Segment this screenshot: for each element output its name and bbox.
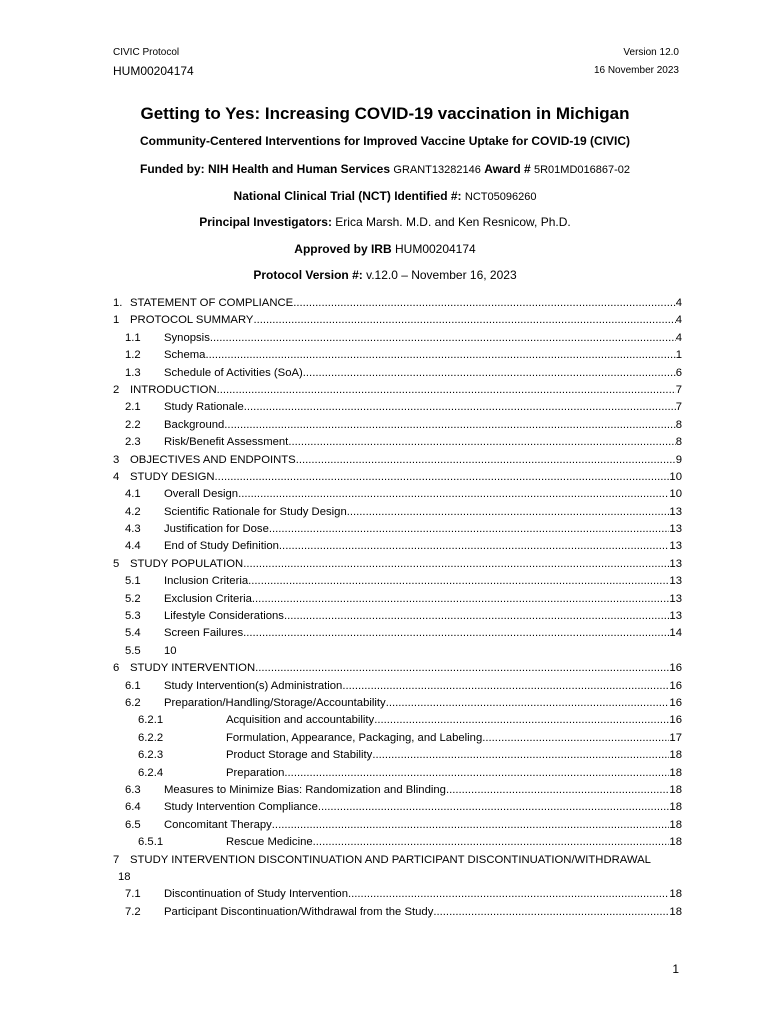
funding-label: Funded by: NIH Health and Human Services bbox=[139, 162, 391, 176]
toc-entry-number: 5 bbox=[113, 557, 120, 570]
toc-entry-title: Measures to Minimize Bias: Randomization and Blinding bbox=[164, 783, 446, 796]
irb-value: HUM00204174 bbox=[394, 242, 476, 256]
toc-entry-number: 4.3 bbox=[125, 523, 141, 536]
toc-entry-page: 16 bbox=[669, 696, 682, 709]
toc-entry[interactable] bbox=[113, 521, 682, 538]
toc-dot-leader bbox=[446, 782, 669, 799]
toc-dot-leader bbox=[372, 747, 669, 764]
toc-entry-number: 2.2 bbox=[125, 418, 141, 431]
toc-entry-number: 6.2.4 bbox=[138, 766, 164, 779]
toc-entry[interactable] bbox=[113, 486, 682, 503]
toc-entry-title: Background bbox=[164, 418, 225, 431]
toc-entry[interactable] bbox=[113, 660, 682, 677]
toc-entry-number: 1.3 bbox=[125, 366, 141, 379]
toc-entry-page: 7 bbox=[675, 401, 682, 414]
toc-dot-leader bbox=[284, 608, 669, 625]
document-subtitle: Community-Centered Interventions for Improved Vaccine Uptake for COVID-19 (CIVIC) bbox=[139, 134, 631, 148]
toc-entry-page: 13 bbox=[669, 523, 682, 536]
toc-entry[interactable] bbox=[113, 434, 682, 451]
toc-entry[interactable] bbox=[113, 608, 682, 625]
toc-entry-page: 18 bbox=[669, 801, 682, 814]
toc-entry[interactable] bbox=[113, 625, 682, 642]
toc-entry-page: 18 bbox=[669, 818, 682, 831]
toc-entry-title: Schedule of Activities (SoA) bbox=[164, 366, 303, 379]
toc-entry[interactable] bbox=[113, 904, 682, 921]
toc-entry-title: Concomitant Therapy bbox=[164, 818, 272, 831]
toc-entry-number: 4.4 bbox=[125, 540, 141, 553]
toc-entry-number: 4 bbox=[113, 470, 120, 483]
toc-entry-number: 6.5.1 bbox=[138, 836, 164, 849]
toc-entry[interactable] bbox=[113, 538, 682, 555]
toc-entry-title: Formulation, Appearance, Packaging, and Labeling bbox=[226, 731, 483, 744]
toc-entry-title: Preparation bbox=[226, 766, 285, 779]
toc-entry[interactable] bbox=[113, 765, 682, 782]
pi-line bbox=[0, 215, 770, 229]
toc-entry-page: 13 bbox=[669, 505, 682, 518]
header-date: 16 November 2023 bbox=[593, 65, 679, 76]
toc-entry-title: Study Rationale bbox=[164, 401, 244, 414]
toc-entry-title: Preparation/Handling/Storage/Accountability bbox=[164, 696, 386, 709]
header-hum-id: HUM00204174 bbox=[113, 64, 194, 78]
toc-entry-title: Lifestyle Considerations bbox=[164, 610, 284, 623]
toc-dot-leader bbox=[303, 365, 676, 382]
toc-entry-page: 18 bbox=[118, 870, 131, 883]
toc-entry-number: 6.2.2 bbox=[138, 731, 164, 744]
toc-entry[interactable] bbox=[113, 417, 682, 434]
running-header-left bbox=[113, 46, 194, 80]
toc-entry-page: 16 bbox=[669, 662, 682, 675]
toc-entry-number: 2.1 bbox=[125, 401, 141, 414]
nct-value: NCT05096260 bbox=[464, 191, 537, 203]
toc-entry-title: Discontinuation of Study Intervention bbox=[164, 888, 348, 901]
toc-entry-number: 3 bbox=[113, 453, 120, 466]
toc-entry[interactable] bbox=[113, 799, 682, 816]
toc-entry-number: 6 bbox=[113, 662, 120, 675]
toc-entry-page: 18 bbox=[669, 888, 682, 901]
protocol-version-line bbox=[0, 268, 770, 282]
toc-entry[interactable] bbox=[113, 399, 682, 416]
toc-dot-leader bbox=[224, 417, 675, 434]
toc-dot-leader bbox=[215, 469, 670, 486]
toc-entry-title: Participant Discontinuation/Withdrawal from the Study bbox=[164, 905, 434, 918]
toc-dot-leader bbox=[348, 886, 669, 903]
toc-entry[interactable] bbox=[113, 469, 682, 486]
toc-entry-title: STATEMENT OF COMPLIANCE bbox=[130, 297, 294, 309]
toc-entry-title: Study Intervention(s) Administration bbox=[164, 679, 343, 692]
toc-entry[interactable] bbox=[113, 452, 682, 469]
toc-dot-leader bbox=[318, 799, 670, 816]
toc-entry[interactable] bbox=[113, 695, 682, 712]
toc-entry-title: Product Storage and Stability bbox=[226, 749, 373, 762]
toc-entry-title: Justification for Dose bbox=[164, 523, 269, 536]
toc-dot-leader bbox=[255, 660, 669, 677]
toc-dot-leader bbox=[210, 330, 676, 347]
toc-entry-title: INTRODUCTION bbox=[130, 383, 217, 396]
toc-entry[interactable] bbox=[113, 330, 682, 347]
toc-entry-page: 4 bbox=[675, 297, 682, 309]
toc-entry-title: STUDY INTERVENTION DISCONTINUATION AND PARTICIPANT DISCONTINUATION/WITHDRAWAL bbox=[130, 853, 651, 866]
toc-dot-leader bbox=[347, 504, 670, 521]
toc-entry-title: PROTOCOL SUMMARY bbox=[130, 314, 254, 327]
protocol-version-value: v.12.0 – November 16, 2023 bbox=[366, 268, 517, 282]
toc-dot-leader bbox=[293, 295, 676, 312]
award-label: Award # bbox=[484, 162, 531, 176]
nct-label: National Clinical Trial (NCT) Identified #: bbox=[233, 189, 462, 203]
toc-entry-title: STUDY POPULATION bbox=[130, 557, 244, 570]
toc-dot-leader bbox=[374, 712, 669, 729]
toc-entry-title: Risk/Benefit Assessment bbox=[164, 436, 289, 449]
toc-dot-leader bbox=[217, 382, 676, 399]
toc-entry[interactable] bbox=[113, 504, 682, 521]
pi-names: Erica Marsh. M.D. and Ken Resnicow, Ph.D. bbox=[335, 215, 571, 229]
nct-line bbox=[0, 189, 770, 203]
toc-entry-page: 10 bbox=[669, 488, 682, 501]
toc-entry-title: STUDY DESIGN bbox=[130, 470, 215, 483]
toc-entry-number: 6.5 bbox=[125, 818, 141, 831]
header-version: Version 12.0 bbox=[623, 47, 679, 58]
toc-entry-number: 1 bbox=[113, 314, 120, 327]
running-header-right bbox=[594, 46, 679, 79]
toc-entry-number: 6.2 bbox=[125, 696, 141, 709]
grant-number: GRANT13282146 bbox=[393, 164, 481, 176]
toc-entry-number: 7 bbox=[113, 853, 120, 866]
toc-entry-title: Study Intervention Compliance bbox=[164, 801, 318, 814]
toc-entry-page: 16 bbox=[669, 714, 682, 727]
toc-entry-page: 14 bbox=[669, 627, 682, 640]
toc-entry[interactable] bbox=[113, 556, 682, 573]
toc-entry-number: 1. bbox=[113, 297, 123, 309]
toc-dot-leader bbox=[248, 573, 669, 590]
toc-entry-number: 6.3 bbox=[125, 783, 141, 796]
toc-entry-title: Rescue Medicine bbox=[226, 836, 313, 849]
toc-entry[interactable] bbox=[113, 852, 682, 887]
toc-entry-page: 16 bbox=[669, 679, 682, 692]
toc-dot-leader bbox=[296, 452, 676, 469]
toc-entry-page: 13 bbox=[669, 557, 682, 570]
toc-entry-page: 18 bbox=[669, 749, 682, 762]
document-title: Getting to Yes: Increasing COVID-19 vaccination in Michigan bbox=[140, 104, 630, 123]
toc-entry-page: 13 bbox=[669, 540, 682, 553]
toc-entry-number: 5.4 bbox=[125, 627, 141, 640]
protocol-version-label: Protocol Version #: bbox=[253, 268, 363, 282]
toc-entry[interactable] bbox=[113, 782, 682, 799]
irb-line bbox=[0, 242, 770, 256]
toc-entry-page: 8 bbox=[675, 418, 682, 431]
toc-dot-leader bbox=[279, 538, 670, 555]
toc-entry[interactable] bbox=[113, 643, 682, 660]
toc-entry-title: OBJECTIVES AND ENDPOINTS bbox=[130, 453, 296, 466]
toc-entry-page: 18 bbox=[669, 905, 682, 918]
toc-entry-page: 13 bbox=[669, 592, 682, 605]
funding-line bbox=[0, 162, 770, 176]
toc-entry-number: 1.2 bbox=[125, 349, 141, 362]
toc-entry[interactable] bbox=[113, 730, 682, 747]
toc-entry-number: 5.1 bbox=[125, 575, 141, 588]
toc-entry-title: STUDY INTERVENTION bbox=[130, 662, 256, 675]
toc-dot-leader bbox=[433, 904, 669, 921]
toc-entry-page: 13 bbox=[669, 610, 682, 623]
toc-entry-number: 5.5 bbox=[125, 644, 141, 657]
toc-entry-page: 4 bbox=[675, 331, 682, 344]
page-number: 1 bbox=[672, 962, 679, 976]
toc-entry-number: 4.2 bbox=[125, 505, 141, 518]
toc-entry-page: 18 bbox=[669, 766, 682, 779]
toc-entry-number: 5.3 bbox=[125, 610, 141, 623]
toc-dot-leader bbox=[238, 486, 669, 503]
toc-entry-title: 10 bbox=[164, 644, 177, 657]
toc-entry[interactable] bbox=[113, 712, 682, 729]
toc-entry-title: Schema bbox=[164, 349, 206, 362]
toc-dot-leader bbox=[288, 434, 675, 451]
toc-entry-number: 4.1 bbox=[125, 488, 141, 501]
toc-entry[interactable] bbox=[113, 817, 682, 834]
toc-entry-number: 6.4 bbox=[125, 801, 141, 814]
toc-entry-page: 4 bbox=[675, 314, 682, 327]
toc-entry-number: 2.3 bbox=[125, 436, 141, 449]
toc-entry[interactable] bbox=[113, 678, 682, 695]
toc-entry-title: End of Study Definition bbox=[164, 540, 279, 553]
toc-entry-page: 9 bbox=[675, 453, 682, 466]
toc-entry-title: Acquisition and accountability bbox=[226, 714, 375, 727]
table-of-contents bbox=[113, 295, 682, 921]
irb-label: Approved by IRB bbox=[294, 242, 392, 256]
toc-entry-number: 1.1 bbox=[125, 331, 141, 344]
toc-entry-number: 2 bbox=[113, 383, 120, 396]
toc-entry-number: 6.1 bbox=[125, 679, 141, 692]
pi-label: Principal Investigators: bbox=[199, 215, 332, 229]
toc-dot-leader bbox=[243, 625, 669, 642]
toc-entry-title: Scientific Rationale for Study Design bbox=[164, 505, 347, 518]
toc-entry[interactable] bbox=[113, 347, 682, 364]
toc-entry-page: 6 bbox=[675, 366, 682, 379]
toc-dot-leader bbox=[243, 556, 669, 573]
toc-dot-leader bbox=[342, 678, 669, 695]
toc-entry-number: 5.2 bbox=[125, 592, 141, 605]
toc-entry-number: 6.2.3 bbox=[138, 749, 164, 762]
toc-dot-leader bbox=[272, 817, 670, 834]
toc-entry-title: Synopsis bbox=[164, 331, 210, 344]
toc-entry-page: 18 bbox=[669, 836, 682, 849]
toc-entry[interactable] bbox=[113, 295, 682, 312]
toc-entry-number: 6.2.1 bbox=[138, 714, 164, 727]
toc-entry[interactable] bbox=[113, 834, 682, 851]
toc-dot-leader bbox=[313, 834, 670, 851]
toc-entry-title: Overall Design bbox=[164, 488, 239, 501]
toc-entry[interactable] bbox=[113, 747, 682, 764]
header-protocol-name: CIVIC Protocol bbox=[113, 47, 180, 58]
toc-entry-page: 7 bbox=[675, 383, 682, 396]
toc-entry-number: 7.1 bbox=[125, 888, 141, 901]
toc-dot-leader bbox=[386, 695, 670, 712]
toc-entry[interactable] bbox=[113, 591, 682, 608]
toc-entry[interactable] bbox=[113, 365, 682, 382]
toc-entry-title: Inclusion Criteria bbox=[164, 575, 249, 588]
toc-entry-page: 1 bbox=[675, 349, 682, 362]
toc-dot-leader bbox=[253, 312, 675, 329]
toc-dot-leader bbox=[252, 591, 670, 608]
toc-dot-leader bbox=[205, 347, 675, 364]
toc-entry-page: 10 bbox=[669, 470, 682, 483]
toc-dot-leader bbox=[244, 399, 676, 416]
toc-entry-page: 17 bbox=[669, 731, 682, 744]
toc-entry-page: 8 bbox=[675, 436, 682, 449]
toc-entry[interactable] bbox=[113, 573, 682, 590]
toc-entry-title: Screen Failures bbox=[164, 627, 244, 640]
toc-entry[interactable] bbox=[113, 886, 682, 903]
toc-entry-page: 18 bbox=[669, 783, 682, 796]
toc-dot-leader bbox=[284, 765, 669, 782]
toc-entry-title: Exclusion Criteria bbox=[164, 592, 252, 605]
toc-dot-leader bbox=[269, 521, 670, 538]
toc-entry[interactable] bbox=[113, 312, 682, 329]
toc-dot-leader bbox=[482, 730, 669, 747]
award-number: 5R01MD016867-02 bbox=[534, 164, 631, 176]
toc-entry-number: 7.2 bbox=[125, 905, 141, 918]
toc-entry[interactable] bbox=[113, 382, 682, 399]
toc-entry-page: 13 bbox=[669, 575, 682, 588]
